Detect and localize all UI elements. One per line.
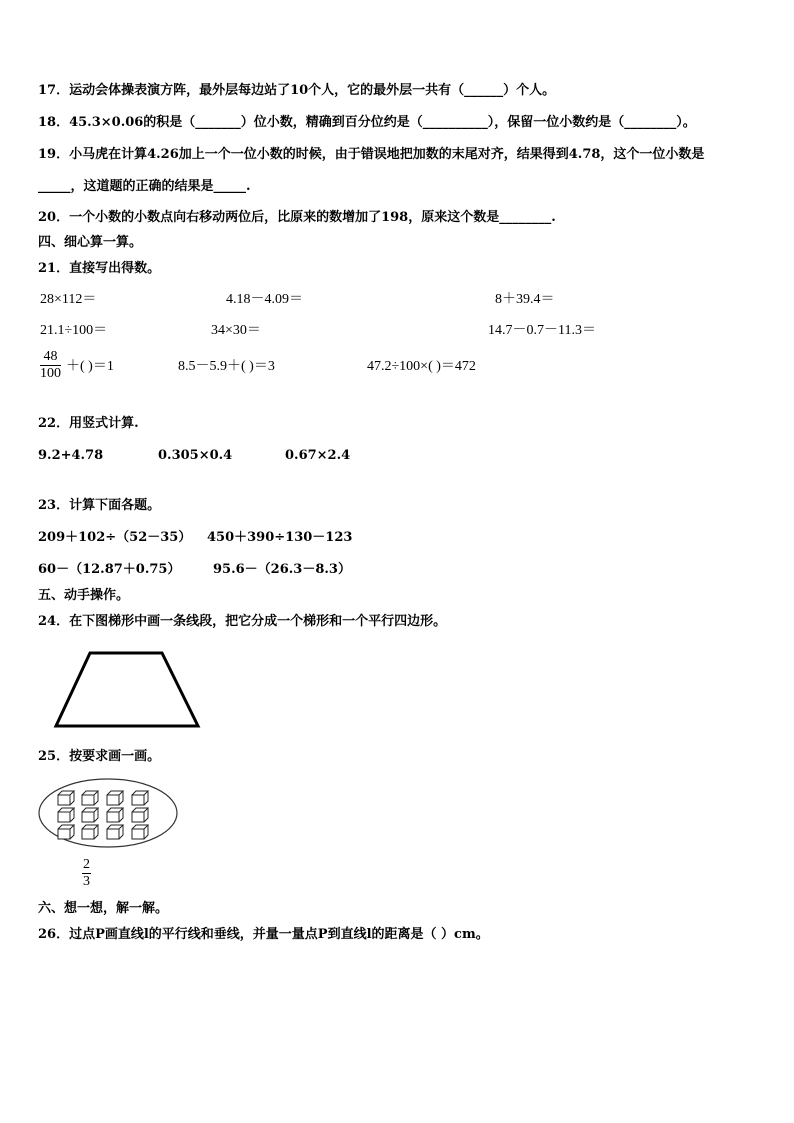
q21-item-a: 28×112＝ [40, 292, 97, 307]
q21-item-g-denominator: 100 [40, 366, 61, 381]
q21-item-c: 8＋39.4＝ [495, 292, 555, 307]
q21-item-h: 8.5－5.9＋( )＝3 [178, 359, 275, 374]
q23-item-3: 60－（12.87＋0.75） [38, 562, 181, 577]
question-24: 24．在下图梯形中画一条线段，把它分成一个梯形和一个平行四边形。 [38, 614, 447, 629]
q21-item-g-fraction [40, 349, 61, 382]
q21-item-f: 14.7－0.7－11.3＝ [488, 323, 596, 338]
cube-group-figure [36, 776, 182, 850]
q25-fraction-numerator: 2 [83, 857, 90, 872]
cube-icon [132, 825, 148, 839]
question-25: 25．按要求画一画。 [38, 749, 161, 764]
q21-item-g: ＋( )＝1 [66, 359, 114, 374]
q23-item-1: 209＋102÷（52－35） [38, 530, 192, 545]
trapezoid-shape [56, 653, 198, 726]
cube-icon [58, 791, 74, 805]
q22-item-1: 9.2+4.78 [38, 448, 104, 463]
question-17: 17．运动会体操表演方阵，最外层每边站了10个人，它的最外层一共有（______）个人。 [38, 83, 556, 98]
cube-icon [58, 825, 74, 839]
question-22-title: 22．用竖式计算. [38, 416, 139, 431]
cube-icon [107, 791, 123, 805]
question-26: 26．过点P画直线l的平行线和垂线，并量一量点P到直线l的距离是（ ）cm。 [38, 927, 489, 942]
cube-icon [107, 825, 123, 839]
q23-item-2: 450＋390÷130－123 [207, 530, 353, 545]
section-6-heading: 六、想一想，解一解。 [38, 901, 169, 916]
cube-icon [107, 808, 123, 822]
question-19-line-2: _____，这道题的正确的结果是_____. [38, 179, 251, 194]
cube-icon [132, 808, 148, 822]
question-20: 20．一个小数的小数点向右移动两位后，比原来的数增加了198，原来这个数是________. [38, 210, 556, 225]
question-19-line-1: 19．小马虎在计算4.26加上一个一位小数的时候，由于错误地把加数的末尾对齐，结果得到4.78，这个一位小数是 [38, 147, 705, 162]
question-23-title: 23．计算下面各题。 [38, 498, 161, 513]
q25-fraction-denominator: 3 [83, 874, 90, 889]
question-18: 18．45.3×0.06的积是（_______）位小数，精确到百分位约是（__________），保留一位小数约是（________）。 [38, 115, 696, 130]
cube-icon [82, 791, 98, 805]
trapezoid-figure [50, 648, 206, 732]
question-21-title: 21．直接写出得数。 [38, 261, 161, 276]
q21-item-d: 21.1÷100＝ [40, 323, 108, 338]
cube-icon [82, 825, 98, 839]
q23-item-4: 95.6－（26.3－8.3） [213, 562, 351, 577]
cube-icon [132, 791, 148, 805]
cube-icon [58, 808, 74, 822]
q21-item-g-numerator: 48 [43, 349, 58, 364]
q25-fraction [82, 857, 91, 890]
cube-icon [82, 808, 98, 822]
q22-item-3: 0.67×2.4 [285, 448, 351, 463]
section-4-heading: 四、细心算一算。 [38, 235, 143, 250]
q21-item-b: 4.18－4.09＝ [226, 292, 303, 307]
cube-icons [58, 791, 148, 839]
q21-item-e: 34×30＝ [211, 323, 261, 338]
q22-item-2: 0.305×0.4 [158, 448, 233, 463]
section-5-heading: 五、动手操作。 [38, 588, 130, 603]
q21-item-i: 47.2÷100×( )＝472 [367, 359, 476, 374]
